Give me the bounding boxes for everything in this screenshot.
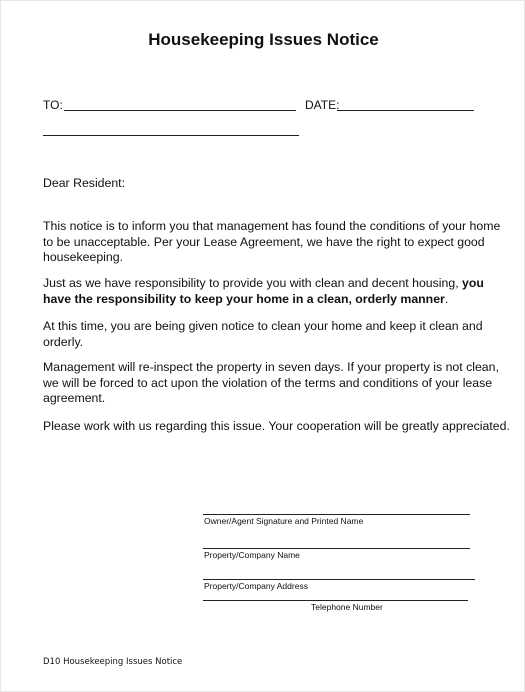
paragraph-cooperation: Please work with us regarding this issue. Your cooperation will be greatly appreciated. bbox=[43, 419, 510, 433]
paragraph-responsibility bbox=[43, 276, 513, 307]
paragraph-notice: At this time, you are being given notice to clean your home and keep it clean and orderly. bbox=[43, 319, 483, 349]
to-field-line-2[interactable] bbox=[43, 135, 299, 136]
owner-signature-line[interactable] bbox=[203, 514, 470, 515]
company-name-line[interactable] bbox=[203, 548, 470, 549]
owner-signature-label: Owner/Agent Signature and Printed Name bbox=[204, 516, 364, 526]
company-name-label: Property/Company Name bbox=[204, 550, 300, 560]
date-field-line[interactable] bbox=[337, 110, 474, 111]
to-field-line[interactable] bbox=[64, 110, 296, 111]
footer-doc-id: D10 Housekeeping Issues Notice bbox=[43, 657, 183, 667]
to-label: TO: bbox=[43, 98, 63, 112]
company-address-label: Property/Company Address bbox=[204, 581, 308, 591]
date-label: DATE: bbox=[305, 98, 340, 112]
telephone-line[interactable] bbox=[203, 600, 468, 601]
paragraph-responsibility-bold: you have the responsibility to keep your home in a clean, orderly manner bbox=[43, 276, 484, 306]
paragraph-reinspect: Management will re-inspect the property in seven days. If your property is not clean, we will be forced to act upon the violation of the terms and conditions of your lease agreement. bbox=[43, 360, 499, 405]
salutation: Dear Resident: bbox=[43, 176, 126, 190]
paragraph-responsibility-text: Just as we have responsibility to provide you with clean and decent housing, bbox=[43, 276, 463, 290]
paragraph-intro: This notice is to inform you that management has found the conditions of your home to be unacceptable. Per your Lease Agreement, we have the right to expect good housekeeping. bbox=[43, 219, 501, 264]
paragraph-responsibility-end: . bbox=[444, 291, 449, 306]
company-address-line[interactable] bbox=[203, 579, 475, 580]
telephone-label: Telephone Number bbox=[311, 602, 383, 612]
page-title: Housekeeping Issues Notice bbox=[148, 30, 379, 49]
